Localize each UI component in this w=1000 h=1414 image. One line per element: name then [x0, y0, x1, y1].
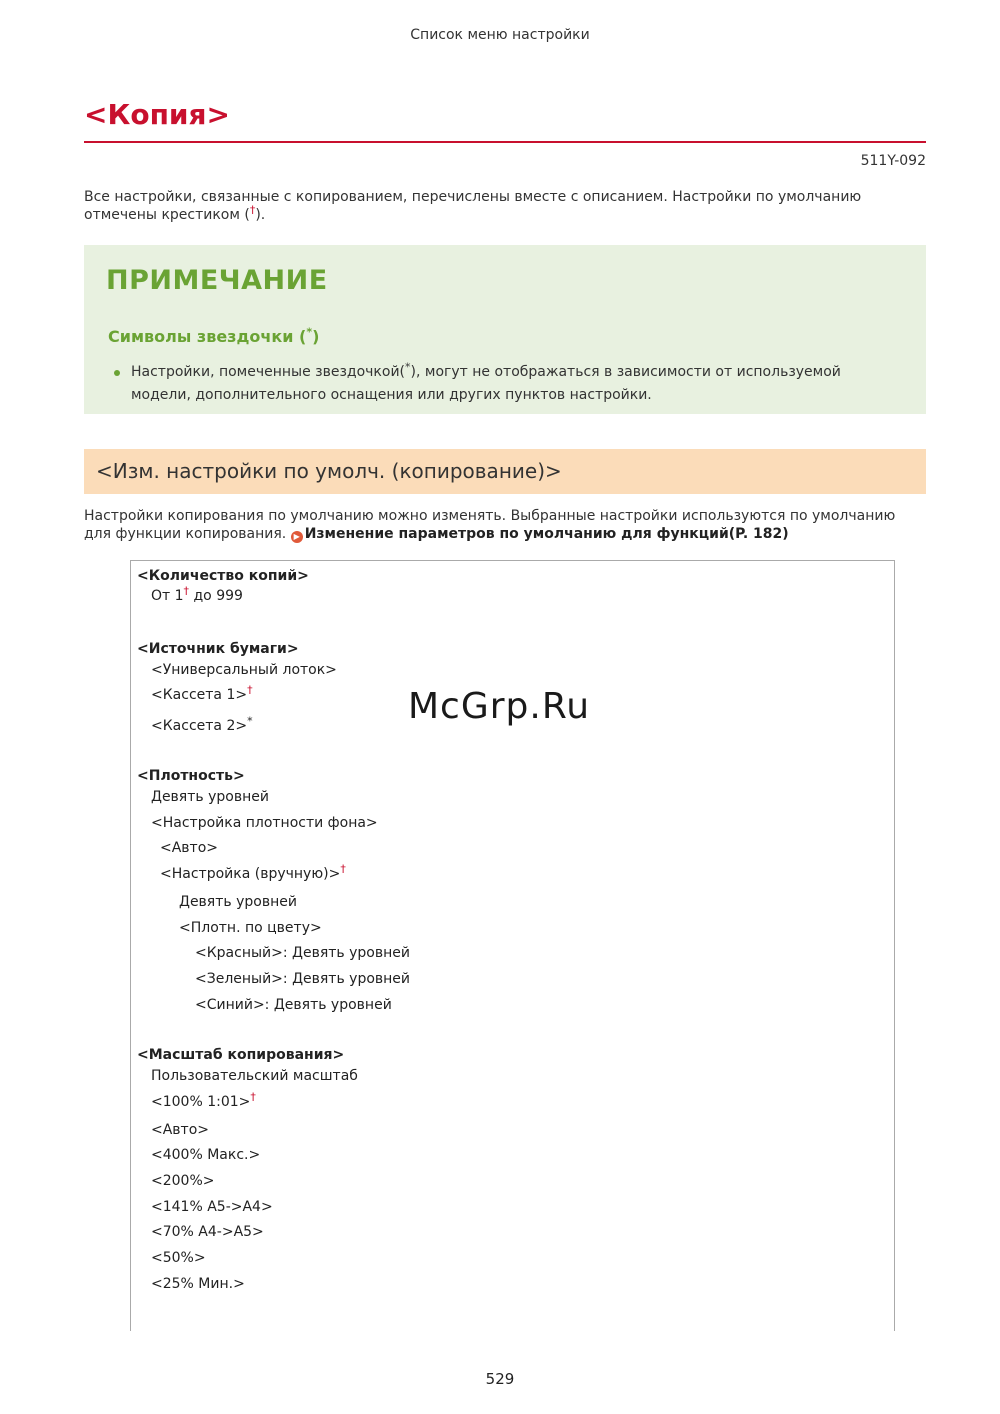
section-desc-line-1: Настройки копирования по умолчанию можно изменять. Выбранные настройки используются по умолчанию [84, 508, 896, 524]
menu-paper-source-label: <Источник бумаги> [137, 641, 299, 657]
note-box [84, 245, 926, 414]
dagger-icon: † [340, 862, 346, 876]
density-levels: Девять уровней [151, 789, 269, 805]
bullet-icon [114, 370, 120, 376]
note-item-start: Настройки, помеченные звездочкой( [131, 364, 406, 380]
note-item-line-2: модели, дополнительного оснащения или других пунктов настройки. [131, 387, 652, 403]
paper-option-cassette-2 [151, 714, 253, 734]
intro-paragraph [84, 188, 926, 224]
paper-option-mp-tray: <Универсальный лоток> [151, 662, 337, 678]
default-settings-link[interactable]: Изменение параметров по умолчанию для функций(P. 182) [304, 526, 789, 542]
section-title: <Изм. настройки по умолч. (копирование)> [96, 459, 562, 483]
note-subtitle [108, 327, 319, 346]
note-item-end: ), могут не отображаться в зависимости от используемой [410, 364, 841, 380]
ratio-preset-50: <50%> [151, 1250, 206, 1266]
copies-range-to: до 999 [193, 588, 243, 604]
running-header: Список меню настройки [410, 27, 590, 43]
menu-copies-range [151, 584, 243, 604]
menu-tree [130, 560, 895, 1331]
ratio-100-label: <100% 1:01> [151, 1094, 251, 1110]
ratio-preset-25: <25% Мин.> [151, 1276, 245, 1292]
section-description [84, 507, 926, 543]
note-subtitle-close: ) [312, 327, 320, 346]
page-number: 529 [485, 1370, 515, 1388]
ratio-custom: Пользовательский масштаб [151, 1068, 358, 1084]
density-color: <Плотн. по цвету> [179, 920, 322, 936]
cassette-2-label: <Кассета 2> [151, 718, 248, 734]
star-icon: * [306, 325, 313, 339]
menu-copy-ratio-label: <Масштаб копирования> [137, 1047, 345, 1063]
section-header [84, 449, 926, 494]
ratio-preset-141: <141% A5->A4> [151, 1199, 273, 1215]
intro-line-2-start: отмечены крестиком ( [84, 207, 250, 223]
density-bg-manual [160, 862, 346, 882]
ratio-preset-100 [151, 1090, 256, 1110]
ratio-preset-70: <70% A4->A5> [151, 1224, 264, 1240]
density-bg-adjust: <Настройка плотности фона> [151, 815, 378, 831]
dagger-icon: † [247, 683, 253, 697]
paper-option-cassette-1 [151, 683, 253, 703]
menu-density-label: <Плотность> [137, 768, 245, 784]
star-icon: * [405, 360, 411, 374]
density-manual-levels: Девять уровней [179, 894, 297, 910]
page-title: <Копия> [84, 98, 230, 131]
document-id: 511Y-092 [860, 153, 926, 169]
density-manual-label: <Настройка (вручную)> [160, 866, 341, 882]
intro-line-1: Все настройки, связанные с копированием, перечислены вместе с описанием. Настройки по умолчанию [84, 189, 862, 205]
note-subtitle-text: Символы звездочки ( [108, 327, 307, 346]
note-title: ПРИМЕЧАНИЕ [106, 265, 328, 296]
section-desc-line-2: для функции копирования. [84, 526, 287, 542]
title-divider [84, 141, 926, 143]
density-color-green: <Зеленый>: Девять уровней [195, 971, 411, 987]
density-bg-auto: <Авто> [160, 840, 219, 856]
cassette-1-label: <Кассета 1> [151, 687, 248, 703]
dagger-icon: † [249, 203, 256, 217]
dagger-icon: † [250, 1090, 256, 1104]
ratio-preset-200: <200%> [151, 1173, 215, 1189]
ratio-preset-auto: <Авто> [151, 1122, 210, 1138]
dagger-icon: † [183, 584, 190, 598]
density-color-red: <Красный>: Девять уровней [195, 945, 410, 961]
density-color-blue: <Синий>: Девять уровней [195, 997, 392, 1013]
star-icon: * [247, 714, 253, 728]
intro-line-2-end: ). [255, 207, 266, 223]
menu-copies-label: <Количество копий> [137, 568, 309, 584]
ratio-preset-400: <400% Макс.> [151, 1147, 261, 1163]
link-arrow-icon: ▶ [291, 531, 303, 543]
note-item [131, 361, 891, 407]
copies-range-from: От 1 [151, 588, 184, 604]
watermark: McGrp.Ru [408, 686, 591, 727]
